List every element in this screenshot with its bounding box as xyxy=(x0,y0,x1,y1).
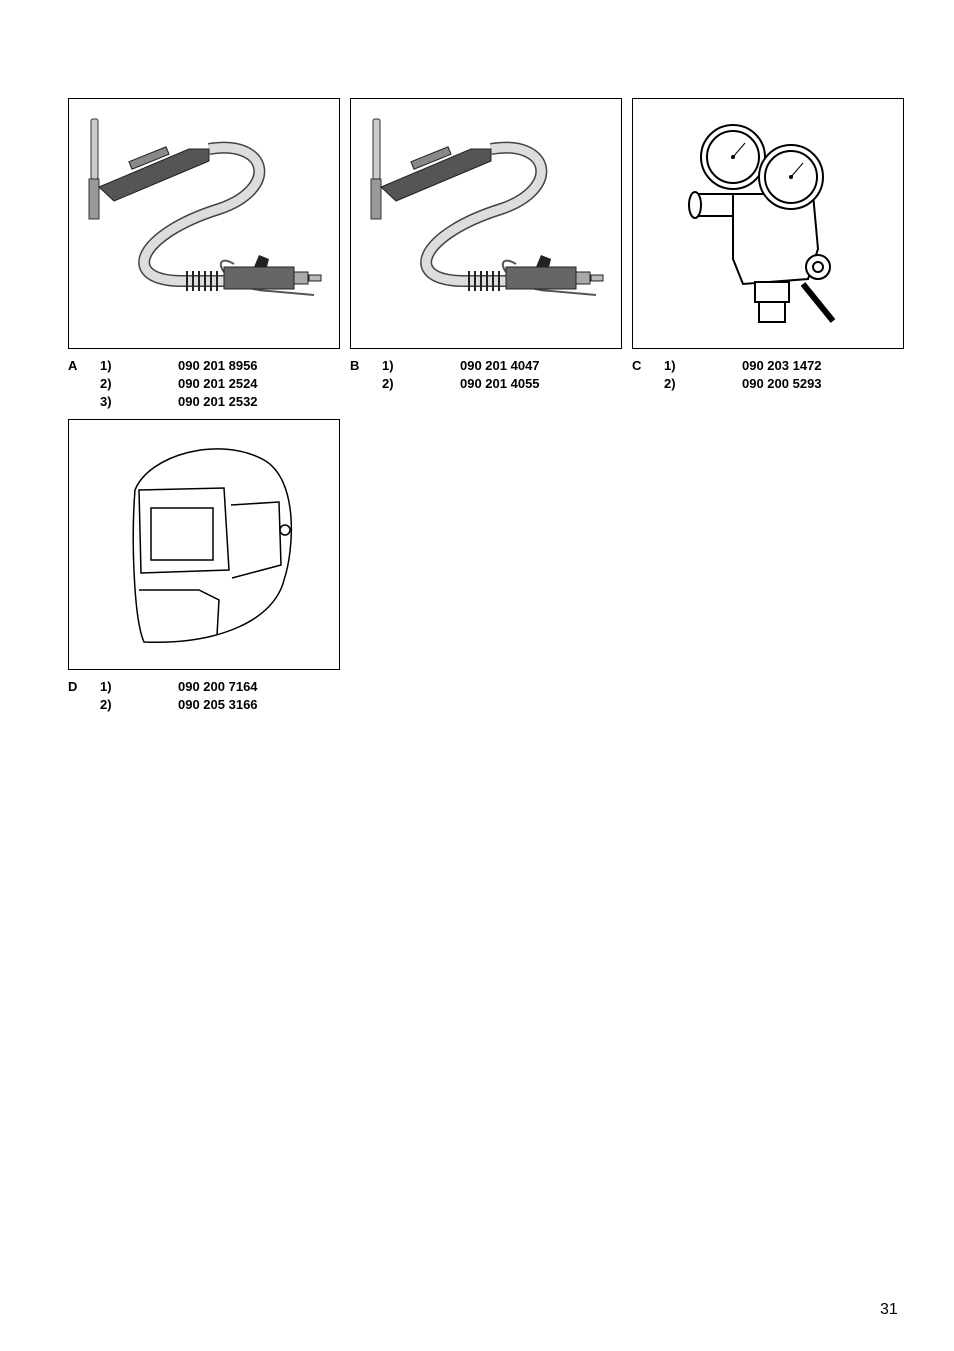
part-index: 1) xyxy=(382,358,394,373)
item-letter: C xyxy=(632,358,642,373)
page-number: 31 xyxy=(880,1301,898,1318)
part-index: 1) xyxy=(100,679,112,694)
tig-welding-torch-icon xyxy=(69,99,339,348)
item-letter: A xyxy=(68,358,78,373)
item-letter: D xyxy=(68,679,78,694)
illustration-panel-d xyxy=(68,419,340,670)
part-index: 2) xyxy=(100,697,112,712)
caption-a xyxy=(68,357,340,413)
caption-c xyxy=(632,357,904,397)
part-index: 1) xyxy=(664,358,676,373)
caption-b xyxy=(350,357,622,397)
part-row xyxy=(664,375,884,393)
part-code: 090 200 7164 xyxy=(178,679,258,694)
part-row xyxy=(100,393,320,411)
gas-pressure-regulator-icon xyxy=(633,99,903,348)
part-row xyxy=(100,357,320,375)
part-code: 090 203 1472 xyxy=(742,358,822,373)
item-letter: B xyxy=(350,358,360,373)
part-code: 090 201 2524 xyxy=(178,376,258,391)
caption-d xyxy=(68,678,340,718)
part-code: 090 205 3166 xyxy=(178,697,258,712)
part-row xyxy=(664,357,884,375)
part-row xyxy=(100,375,320,393)
illustration-panel-c xyxy=(632,98,904,349)
part-code: 090 201 4055 xyxy=(460,376,540,391)
tig-welding-torch-icon xyxy=(351,99,621,348)
part-code: 090 201 8956 xyxy=(178,358,258,373)
part-row xyxy=(382,375,602,393)
part-code: 090 201 2532 xyxy=(178,394,258,409)
part-code: 090 201 4047 xyxy=(460,358,540,373)
illustration-panel-a xyxy=(68,98,340,349)
part-row xyxy=(100,678,320,696)
part-index: 1) xyxy=(100,358,112,373)
illustration-panel-b xyxy=(350,98,622,349)
welding-helmet-icon xyxy=(69,420,339,669)
part-row xyxy=(100,696,320,714)
part-index: 2) xyxy=(100,376,112,391)
part-index: 2) xyxy=(664,376,676,391)
part-index: 3) xyxy=(100,394,112,409)
part-index: 2) xyxy=(382,376,394,391)
part-code: 090 200 5293 xyxy=(742,376,822,391)
part-row xyxy=(382,357,602,375)
